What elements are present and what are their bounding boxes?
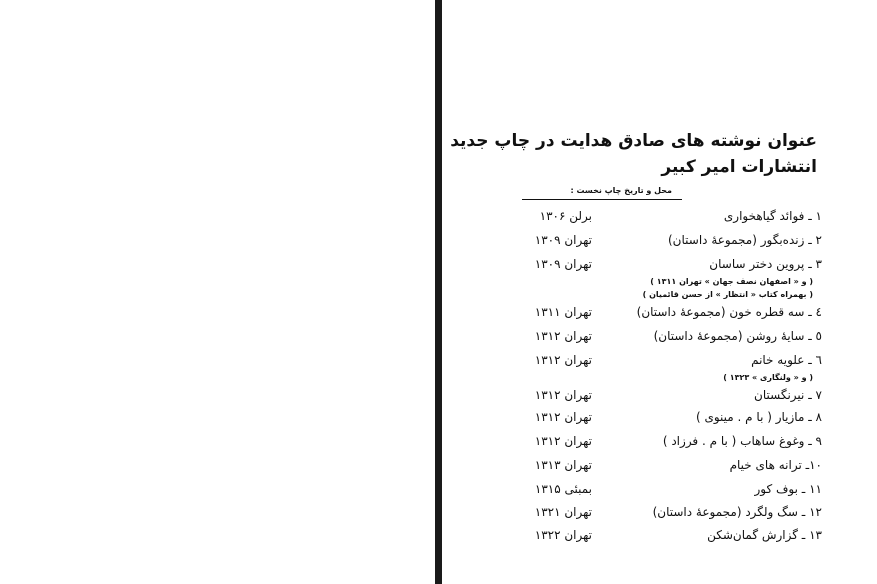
entry-place: تهران ۱۳۲۱ — [534, 505, 592, 519]
list-item — [522, 255, 822, 273]
list-item — [522, 231, 822, 249]
list-item — [522, 386, 822, 404]
entry-note: ( و « اصفهان نصف جهان » تهران ۱۳۱۱ ) — [650, 277, 813, 286]
entry-place: برلن ۱۳۰۶ — [539, 209, 592, 223]
entry-place: تهران ۱۳۱۲ — [534, 434, 592, 448]
list-item — [522, 327, 822, 345]
list-item — [522, 207, 822, 225]
entry-title: ٦ ـ علویه خانم — [751, 353, 822, 367]
entry-place: تهران ۱۳۱۱ — [534, 305, 592, 319]
list-item — [522, 503, 822, 521]
column-header: محل و تاریخ چاپ نخست : — [570, 186, 672, 195]
entry-title: ۷ ـ نیرنگستان — [754, 388, 822, 402]
entry-place: تهران ۱۳۲۲ — [534, 528, 592, 542]
entry-title: ۱۰ـ ترانه های خیام — [729, 458, 822, 472]
entry-title: ۱ ـ فوائد گیاهخواری — [723, 209, 822, 223]
entry-place: تهران ۱۳۰۹ — [534, 257, 592, 271]
entry-place: تهران ۱۳۱۲ — [534, 353, 592, 367]
entry-place: تهران ۱۳۱۲ — [534, 410, 592, 424]
list-item — [522, 303, 822, 321]
page-title: عنوان نوشته های صادق هدایت در چاپ جدید — [450, 131, 817, 151]
list-item — [522, 432, 822, 450]
entry-place: تهران ۱۳۱۳ — [534, 458, 592, 472]
entry-title: ٤ ـ سه قطره خون (مجموعهٔ داستان) — [636, 305, 822, 319]
list-item — [522, 456, 822, 474]
entry-place: تهران ۱۳۱۲ — [534, 329, 592, 343]
entry-title: ۱۲ ـ سگ ولگرد (مجموعهٔ داستان) — [652, 505, 822, 519]
list-item — [522, 351, 822, 369]
entry-title: ۹ ـ وغوغ ساهاب ( با م . فرزاد ) — [662, 434, 822, 448]
header-rule — [522, 199, 682, 200]
list-item — [522, 480, 822, 498]
list-item — [522, 408, 822, 426]
entry-title: ٥ ـ سایهٔ روشن (مجموعهٔ داستان) — [653, 329, 822, 343]
entry-note: ( بهمراه کتاب « انتظار » از حسن قائمیان ) — [642, 290, 813, 299]
entry-place: بمبئی ۱۳۱۵ — [534, 482, 592, 496]
entry-title: ۳ ـ پروین دختر ساسان — [709, 257, 822, 271]
book-page — [442, 0, 877, 584]
entry-note: ( و « ولنگاری » ۱۳۲۳ ) — [723, 373, 813, 382]
entry-title: ۱۱ ـ بوف کور — [754, 482, 822, 496]
list-item — [522, 526, 822, 544]
entry-title: ۱۳ ـ گزارش گمان‌شکن — [707, 528, 822, 542]
entry-title: ۲ ـ زنده‌بگور (مجموعهٔ داستان) — [668, 233, 822, 247]
entry-place: تهران ۱۳۰۹ — [534, 233, 592, 247]
book-gutter — [435, 0, 442, 584]
page-subtitle: انتشارات امیر کبیر — [661, 157, 817, 177]
entry-title: ۸ ـ مازیار ( با م . مینوی ) — [695, 410, 822, 424]
entry-place: تهران ۱۳۱۲ — [534, 388, 592, 402]
